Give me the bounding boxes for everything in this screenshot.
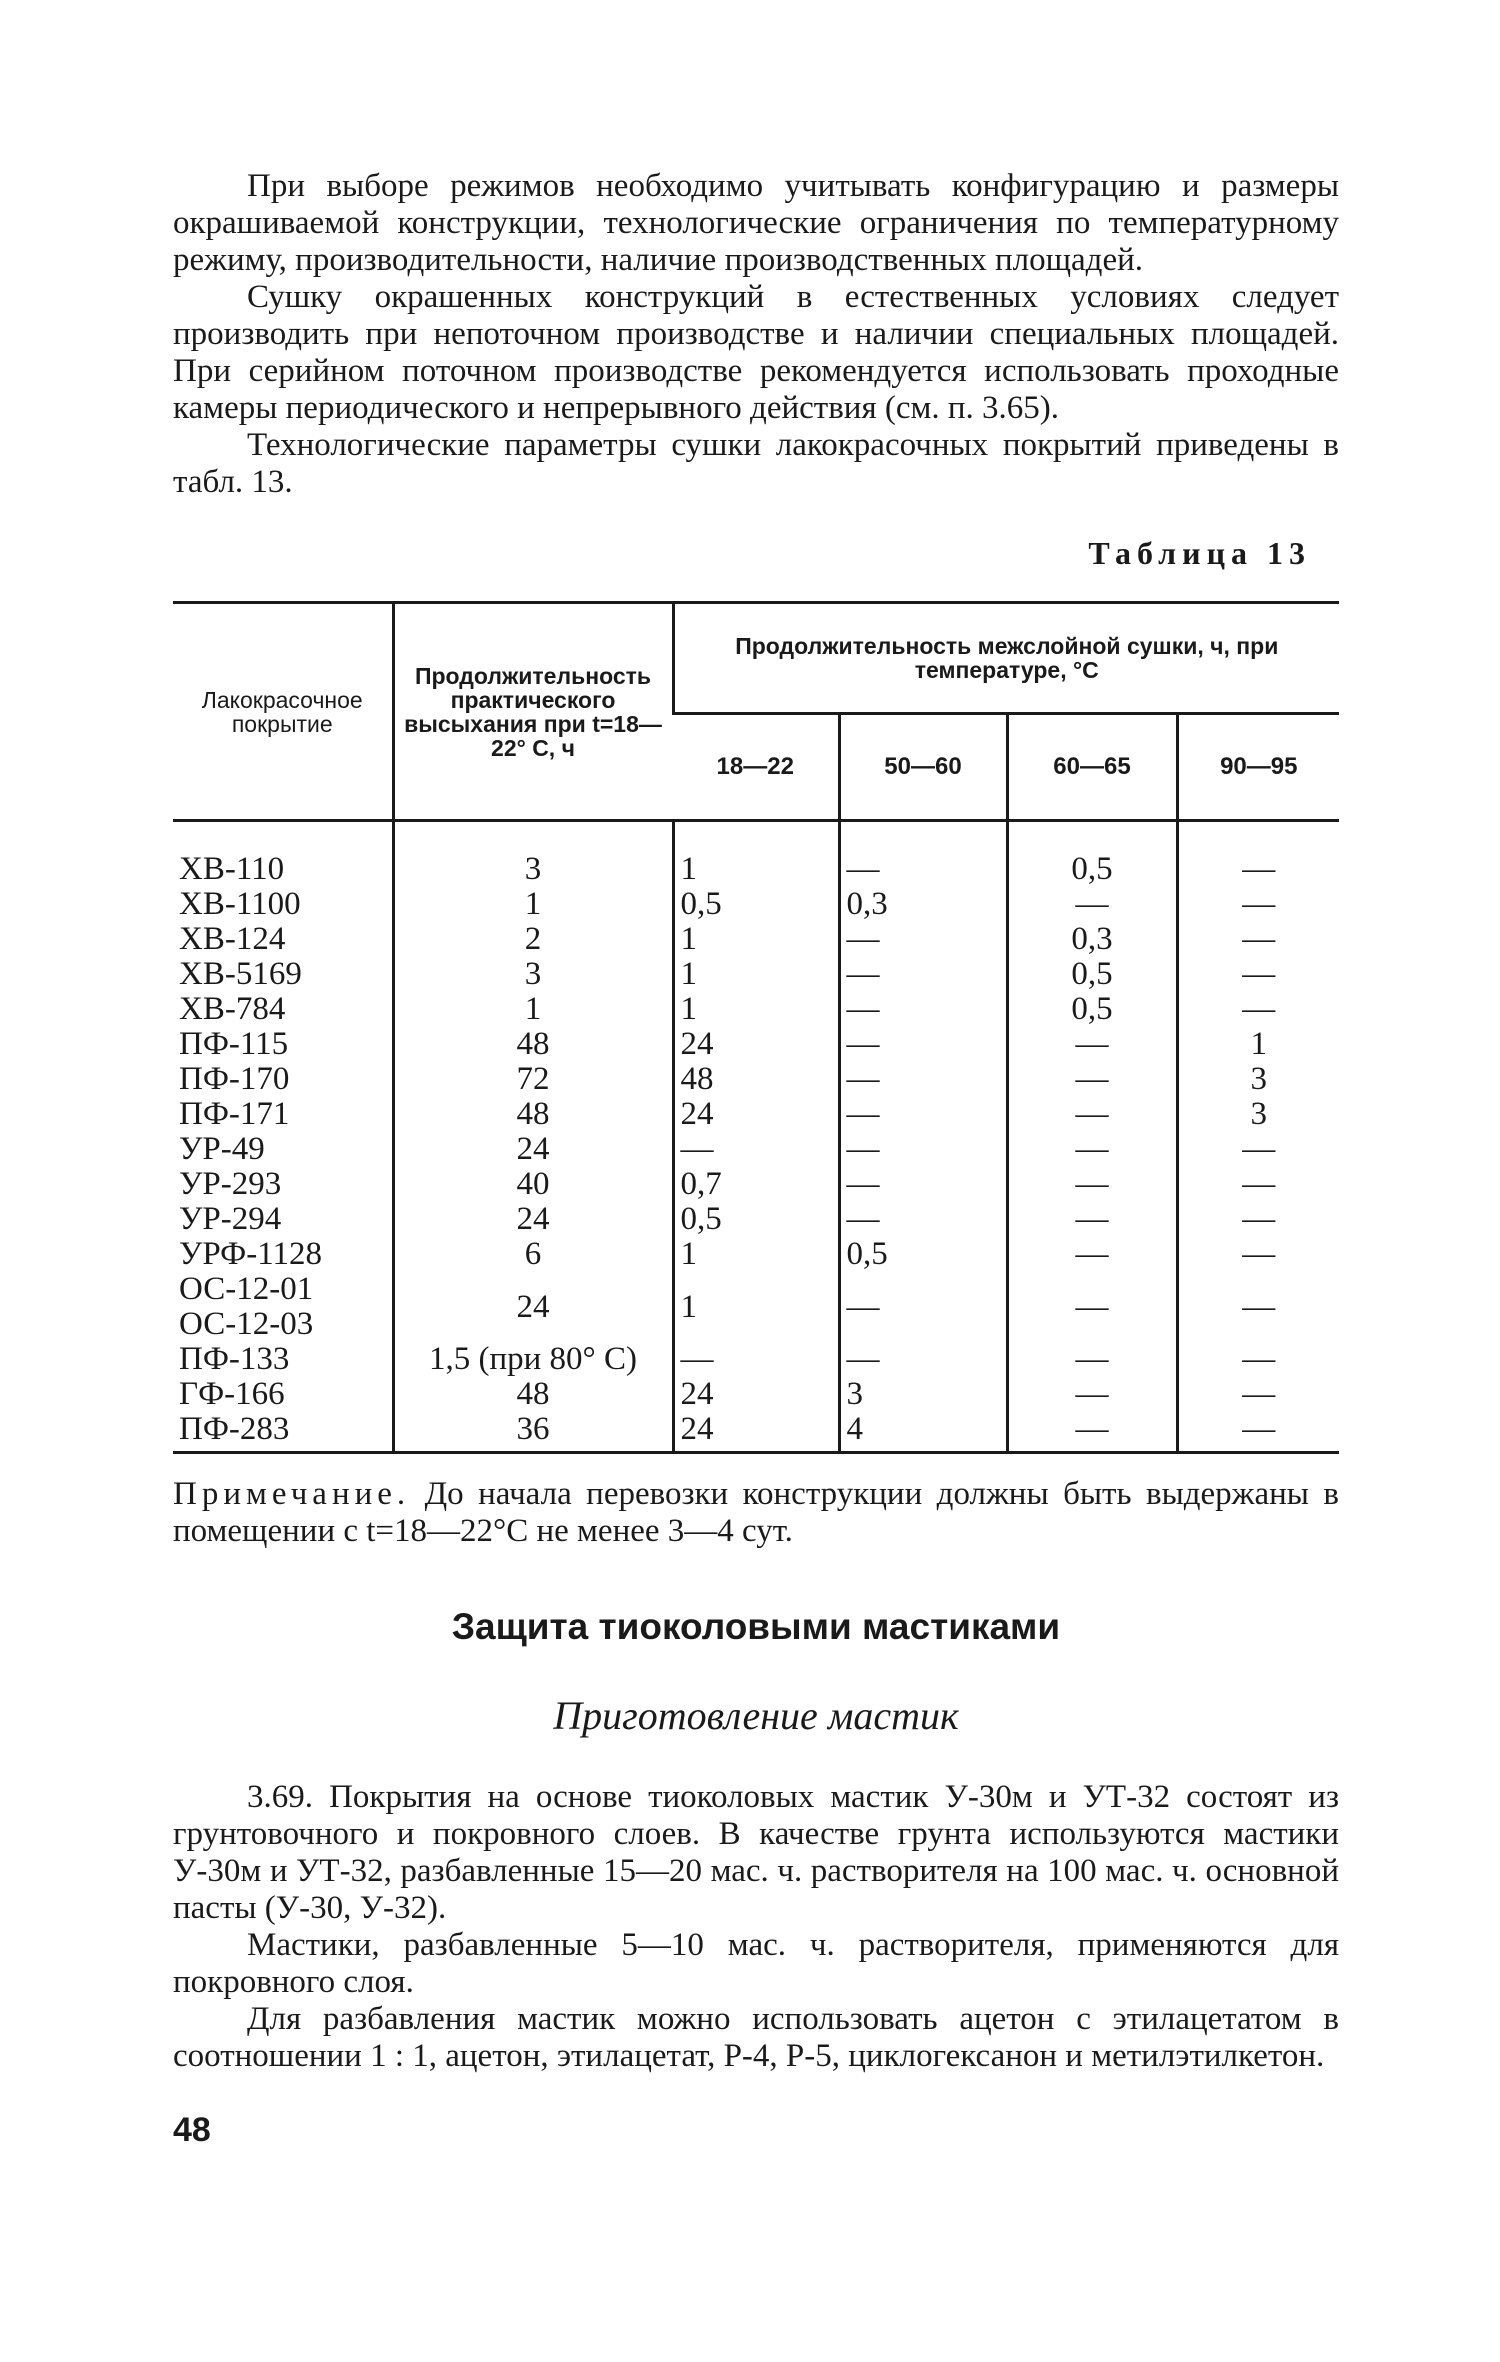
interlayer-18-22-cell: 0,5 <box>673 1202 839 1237</box>
practical-drying-cell: 48 <box>393 1377 673 1412</box>
table-row <box>173 957 1339 992</box>
interlayer-18-22-cell: 24 <box>673 1412 839 1453</box>
practical-drying-cell: 24 <box>393 1272 673 1342</box>
table-row <box>173 1342 1339 1377</box>
coating-name-cell: УРФ-1128 <box>179 1236 322 1272</box>
interlayer-60-65-cell: — <box>1007 1167 1177 1202</box>
table-row <box>173 922 1339 957</box>
interlayer-50-60-cell: 4 <box>839 1412 1007 1453</box>
interlayer-18-22-cell: — <box>673 1342 839 1377</box>
interlayer-60-65-cell: 0,5 <box>1007 821 1177 888</box>
practical-drying-cell: 48 <box>393 1027 673 1062</box>
sub-heading: Приготовление мастик <box>553 1693 959 1738</box>
interlayer-90-95-cell: — <box>1177 1167 1339 1202</box>
header-temp-60-65: 60—65 <box>1007 714 1177 821</box>
header-coating: Лакокрасочное покрытие <box>173 603 393 821</box>
table-row <box>173 1167 1339 1202</box>
interlayer-50-60-cell: — <box>839 1097 1007 1132</box>
table-row <box>173 1027 1339 1062</box>
header-practical-drying: Продолжительность практического высыхания при t=18—22° С, ч <box>393 603 673 821</box>
practical-drying-cell: 72 <box>393 1062 673 1097</box>
table-row <box>173 1272 1339 1342</box>
table-row <box>173 1412 1339 1453</box>
interlayer-60-65-cell: — <box>1007 1062 1177 1097</box>
intro-paragraph-3: Технологические параметры сушки лакокрасочных покрытий приведены в табл. 13. <box>173 427 1339 500</box>
practical-drying-cell: 24 <box>393 1132 673 1167</box>
interlayer-60-65-cell: — <box>1007 1097 1177 1132</box>
header-interlayer-drying: Продолжительность межслойной сушки, ч, при температуре, °С <box>673 603 1339 714</box>
header-temp-50-60: 50—60 <box>839 714 1007 821</box>
coating-name-cell: ОС-12-01 ОС-12-03 <box>179 1271 314 1342</box>
interlayer-60-65-cell: — <box>1007 1132 1177 1167</box>
interlayer-60-65-cell: — <box>1007 887 1177 922</box>
table-row <box>173 1377 1339 1412</box>
interlayer-90-95-cell: — <box>1177 1132 1339 1167</box>
coating-name-cell: ХВ-124 <box>179 921 286 957</box>
note-text: До начала перевозки конструкции должны быть выдержаны в помещении с t=18—22°С не менее 3—4 сут. <box>173 1476 1339 1549</box>
interlayer-18-22-cell: 48 <box>673 1062 839 1097</box>
practical-drying-cell: 2 <box>393 922 673 957</box>
page <box>173 168 1339 2150</box>
practical-drying-cell: 48 <box>393 1097 673 1132</box>
table-caption: Таблица 13 <box>1088 535 1311 571</box>
interlayer-90-95-cell: — <box>1177 1412 1339 1453</box>
coating-name-cell: ПФ-133 <box>179 1341 290 1377</box>
interlayer-60-65-cell: — <box>1007 1202 1177 1237</box>
coating-name-cell: ПФ-170 <box>179 1061 290 1097</box>
interlayer-90-95-cell: — <box>1177 1342 1339 1377</box>
body-paragraph-1: 3.69. Покрытия на основе тиоколовых мастик У-30м и УТ-32 состоят из грунтовочного и покровного слоев. В качестве грунта используются мастики У-30м и УТ-32, разбавленные 15—20 мас. ч. растворителя на 100 мас. ч. основной пасты (У-30, У-32). <box>173 1779 1339 1926</box>
page-number: 48 <box>173 2111 211 2149</box>
table-row <box>173 1062 1339 1097</box>
coating-name-cell: ХВ-1100 <box>179 886 301 922</box>
interlayer-50-60-cell: — <box>839 821 1007 888</box>
intro-paragraph-1: При выборе режимов необходимо учитывать конфигурацию и размеры окрашиваемой конструкции, технологические ограничения по температурному режиму, производительности, наличие производственных площадей. <box>173 168 1339 278</box>
table-row <box>173 992 1339 1027</box>
interlayer-18-22-cell: 1 <box>673 1237 839 1272</box>
intro-paragraph-2: Сушку окрашенных конструкций в естественных условиях следует производить при непоточном производстве и наличии специальных площадей. При серийном поточном производстве рекомендуется использовать проходные камеры периодического и непрерывного действия (см. п. 3.65). <box>173 279 1339 426</box>
coating-name-cell: ГФ-166 <box>179 1376 285 1412</box>
practical-drying-cell: 1 <box>393 992 673 1027</box>
interlayer-60-65-cell: — <box>1007 1272 1177 1342</box>
interlayer-50-60-cell: — <box>839 957 1007 992</box>
table-row <box>173 1097 1339 1132</box>
interlayer-90-95-cell: — <box>1177 1272 1339 1342</box>
interlayer-50-60-cell: — <box>839 1132 1007 1167</box>
interlayer-50-60-cell: 0,5 <box>839 1237 1007 1272</box>
interlayer-90-95-cell: 3 <box>1177 1062 1339 1097</box>
practical-drying-cell: 36 <box>393 1412 673 1453</box>
interlayer-50-60-cell: — <box>839 1342 1007 1377</box>
table-row <box>173 1202 1339 1237</box>
coating-name-cell: ХВ-5169 <box>179 956 302 992</box>
interlayer-90-95-cell: — <box>1177 821 1339 888</box>
interlayer-60-65-cell: — <box>1007 1237 1177 1272</box>
practical-drying-cell: 1,5 (при 80° С) <box>393 1342 673 1377</box>
coating-name-cell: ХВ-110 <box>179 851 285 887</box>
header-temp-18-22: 18—22 <box>673 714 839 821</box>
coating-name-cell: УР-293 <box>179 1166 282 1202</box>
table-row <box>173 1132 1339 1167</box>
interlayer-90-95-cell: — <box>1177 992 1339 1027</box>
interlayer-60-65-cell: 0,5 <box>1007 992 1177 1027</box>
interlayer-18-22-cell: 24 <box>673 1377 839 1412</box>
practical-drying-cell: 40 <box>393 1167 673 1202</box>
drying-table <box>173 601 1339 1454</box>
interlayer-60-65-cell: 0,5 <box>1007 957 1177 992</box>
interlayer-90-95-cell: — <box>1177 887 1339 922</box>
interlayer-90-95-cell: — <box>1177 957 1339 992</box>
interlayer-90-95-cell: — <box>1177 1377 1339 1412</box>
practical-drying-cell: 24 <box>393 1202 673 1237</box>
coating-name-cell: УР-294 <box>179 1201 282 1237</box>
table-note <box>173 1476 1339 1550</box>
practical-drying-cell: 6 <box>393 1237 673 1272</box>
interlayer-18-22-cell: 1 <box>673 1272 839 1342</box>
practical-drying-cell: 3 <box>393 821 673 888</box>
interlayer-90-95-cell: 3 <box>1177 1097 1339 1132</box>
interlayer-18-22-cell: — <box>673 1132 839 1167</box>
interlayer-18-22-cell: 24 <box>673 1097 839 1132</box>
coating-name-cell: ПФ-171 <box>179 1096 290 1132</box>
interlayer-90-95-cell: — <box>1177 1237 1339 1272</box>
coating-name-cell: ПФ-115 <box>179 1026 289 1062</box>
header-temp-90-95: 90—95 <box>1177 714 1339 821</box>
interlayer-50-60-cell: 0,3 <box>839 887 1007 922</box>
interlayer-50-60-cell: — <box>839 1167 1007 1202</box>
section-heading: Защита тиоколовыми мастиками <box>451 1606 1061 1647</box>
practical-drying-cell: 3 <box>393 957 673 992</box>
interlayer-60-65-cell: 0,3 <box>1007 922 1177 957</box>
interlayer-50-60-cell: — <box>839 922 1007 957</box>
table-row <box>173 887 1339 922</box>
interlayer-50-60-cell: — <box>839 1272 1007 1342</box>
coating-name-cell: УР-49 <box>179 1131 265 1167</box>
table-row <box>173 821 1339 888</box>
interlayer-90-95-cell: — <box>1177 922 1339 957</box>
body-paragraph-2: Мастики, разбавленные 5—10 мас. ч. растворителя, применяются для покровного слоя. <box>173 1927 1339 2000</box>
interlayer-50-60-cell: 3 <box>839 1377 1007 1412</box>
interlayer-18-22-cell: 1 <box>673 992 839 1027</box>
interlayer-50-60-cell: — <box>839 1202 1007 1237</box>
interlayer-50-60-cell: — <box>839 1062 1007 1097</box>
interlayer-60-65-cell: — <box>1007 1027 1177 1062</box>
note-label: Примечание. <box>173 1476 411 1512</box>
interlayer-18-22-cell: 24 <box>673 1027 839 1062</box>
interlayer-60-65-cell: — <box>1007 1412 1177 1453</box>
interlayer-50-60-cell: — <box>839 992 1007 1027</box>
interlayer-90-95-cell: 1 <box>1177 1027 1339 1062</box>
interlayer-18-22-cell: 1 <box>673 821 839 888</box>
coating-name-cell: ПФ-283 <box>179 1411 290 1447</box>
table-row <box>173 1237 1339 1272</box>
interlayer-60-65-cell: — <box>1007 1377 1177 1412</box>
interlayer-18-22-cell: 0,5 <box>673 887 839 922</box>
interlayer-60-65-cell: — <box>1007 1342 1177 1377</box>
interlayer-90-95-cell: — <box>1177 1202 1339 1237</box>
body-paragraph-3: Для разбавления мастик можно использовать ацетон с этилацетатом в соотношении 1 : 1, ацетон, этилацетат, Р-4, Р-5, циклогексанон и метилэтилкетон. <box>173 2001 1339 2074</box>
table-body <box>173 821 1339 1453</box>
interlayer-18-22-cell: 0,7 <box>673 1167 839 1202</box>
interlayer-50-60-cell: — <box>839 1027 1007 1062</box>
interlayer-18-22-cell: 1 <box>673 922 839 957</box>
interlayer-18-22-cell: 1 <box>673 957 839 992</box>
coating-name-cell: ХВ-784 <box>179 991 286 1027</box>
practical-drying-cell: 1 <box>393 887 673 922</box>
